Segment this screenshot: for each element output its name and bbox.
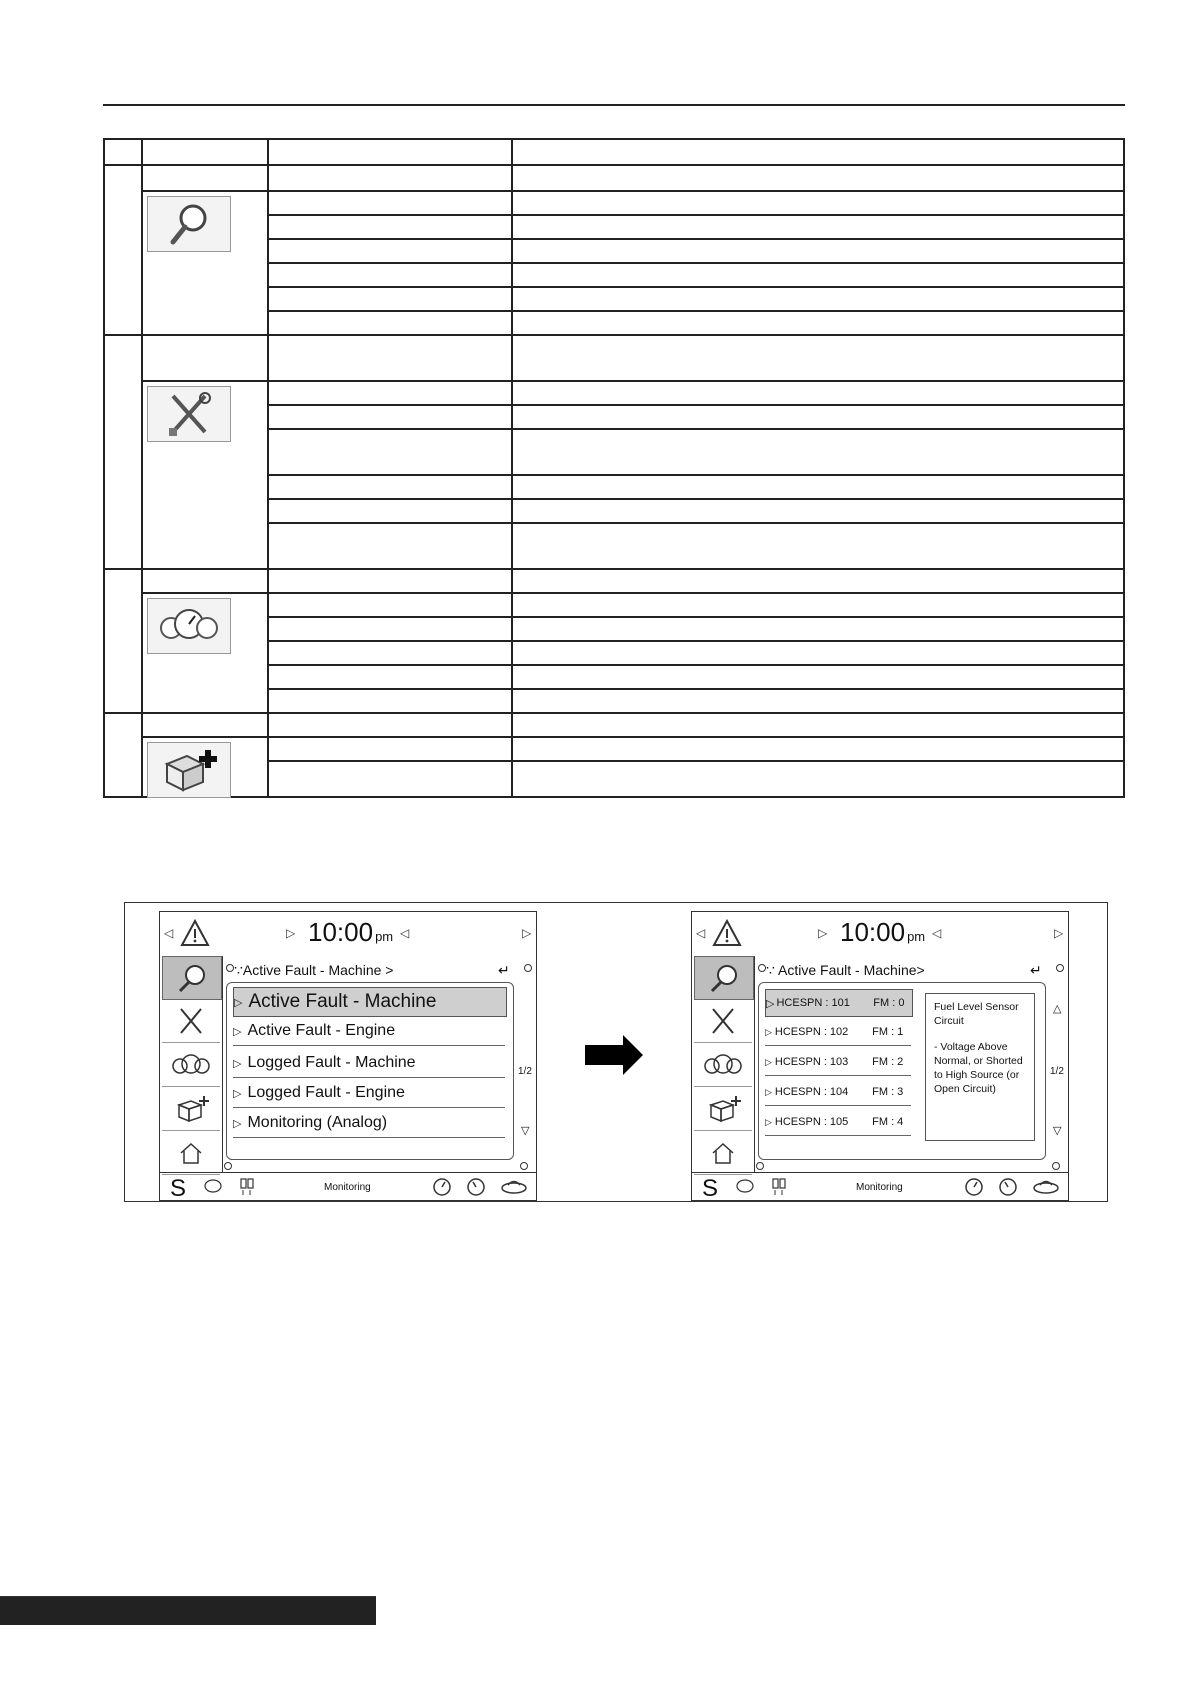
corner-dot <box>1056 964 1064 972</box>
table-header-row <box>104 139 1124 165</box>
side-menu <box>692 956 755 1172</box>
gauges-icon <box>171 1049 211 1081</box>
fault-row[interactable]: ▷ HCESPN : 103 FM : 2 <box>765 1049 911 1076</box>
status-label: Monitoring <box>856 1182 903 1193</box>
power-mode-icon <box>466 1177 486 1197</box>
power-mode-icon <box>998 1177 1018 1197</box>
menu-table <box>103 138 1125 798</box>
home-icon <box>703 1137 743 1169</box>
side-menu <box>160 956 223 1172</box>
list-item[interactable]: ▷ Monitoring (Analog) <box>233 1109 505 1138</box>
menu-panel <box>226 982 514 1160</box>
box-add-icon <box>147 742 231 798</box>
side-tile-management[interactable] <box>162 1088 220 1131</box>
side-tile-management[interactable] <box>694 1088 752 1131</box>
travel-mode-icon <box>500 1177 528 1197</box>
magnifier-icon <box>704 962 744 994</box>
fault-detail-box <box>925 993 1035 1141</box>
status-label: Monitoring <box>324 1182 371 1193</box>
engine-speed-icon <box>964 1177 984 1197</box>
status-bar <box>160 1172 536 1201</box>
side-tile-monitoring[interactable] <box>162 1044 220 1087</box>
time-left-arrow-icon[interactable]: ▷ <box>818 926 828 940</box>
enter-icon[interactable]: ↵ <box>1030 962 1042 978</box>
fault-row[interactable]: ▷ HCESPN : 105 FM : 4 <box>765 1109 911 1136</box>
work-mode-indicator: S <box>170 1175 187 1202</box>
nav-right-arrow-icon[interactable]: ▷ <box>1054 926 1064 940</box>
nav-right-arrow-icon[interactable]: ▷ <box>522 926 532 940</box>
transition-arrow-icon <box>585 1035 645 1075</box>
status-bar <box>692 1172 1068 1201</box>
corner-dot <box>1052 1162 1060 1170</box>
box-add-icon <box>171 1093 211 1125</box>
magnifier-icon <box>147 196 231 252</box>
hydraulic-icon <box>770 1177 788 1197</box>
wrench-screwdriver-icon <box>703 1005 743 1037</box>
travel-mode-icon <box>1032 1177 1060 1197</box>
warning-icon <box>712 918 742 948</box>
engine-speed-icon <box>432 1177 452 1197</box>
corner-dot <box>224 1162 232 1170</box>
page-indicator: 1/2 <box>1050 1066 1064 1077</box>
fault-row[interactable]: ▷ HCESPN : 104 FM : 3 <box>765 1079 911 1106</box>
warning-icon <box>180 918 210 948</box>
screen-figure <box>124 902 1108 1202</box>
fault-row[interactable]: ▷ HCESPN : 101 FM : 0 <box>765 989 913 1017</box>
scroll-down-icon[interactable]: ▽ <box>521 1125 530 1137</box>
breadcrumb: ∵Active Fault - Machine > <box>234 962 394 978</box>
side-tile-monitoring[interactable] <box>694 1044 752 1087</box>
list-item[interactable]: ▷ Logged Fault - Machine <box>233 1049 505 1078</box>
corner-dot <box>756 1162 764 1170</box>
wrench-screwdriver-icon <box>147 386 231 442</box>
side-tile-settings[interactable] <box>162 1000 220 1043</box>
fault-row[interactable]: ▷ HCESPN : 102 FM : 1 <box>765 1019 911 1046</box>
corner-dot <box>520 1162 528 1170</box>
breadcrumb: ∵ Active Fault - Machine> <box>766 962 925 978</box>
nav-left-arrow-icon[interactable]: ◁ <box>696 926 706 940</box>
top-bar <box>160 912 536 956</box>
list-item[interactable]: ▷ Active Fault - Machine <box>233 987 507 1017</box>
time-right-arrow-icon[interactable]: ◁ <box>400 926 410 940</box>
nav-left-arrow-icon[interactable]: ◁ <box>164 926 174 940</box>
time-right-arrow-icon[interactable]: ◁ <box>932 926 942 940</box>
cluster-screen-menu <box>159 911 537 1201</box>
enter-icon[interactable]: ↵ <box>498 962 510 978</box>
footer-rule <box>0 1596 376 1625</box>
home-icon <box>171 1137 211 1169</box>
box-add-icon <box>703 1093 743 1125</box>
fault-panel <box>758 982 1046 1160</box>
page-indicator: 1/2 <box>518 1066 532 1077</box>
header-rule <box>103 104 1125 106</box>
fault-detail-body: - Voltage Above Normal, or Shorted to High Source (or Open Circuit) <box>934 1041 1023 1095</box>
work-mode-indicator: S <box>702 1175 719 1202</box>
clock: 10:00 pm <box>308 917 394 947</box>
scroll-up-icon[interactable]: △ <box>1053 1003 1062 1015</box>
scroll-down-icon[interactable]: ▽ <box>1053 1125 1062 1137</box>
cluster-screen-fault-list <box>691 911 1069 1201</box>
fault-detail-title: Fuel Level Sensor Circuit <box>934 1001 1019 1027</box>
time-left-arrow-icon[interactable]: ▷ <box>286 926 296 940</box>
top-bar <box>692 912 1068 956</box>
corner-dot <box>226 964 234 972</box>
side-tile-search[interactable] <box>694 956 754 1000</box>
list-item[interactable]: ▷ Logged Fault - Engine <box>233 1079 505 1108</box>
corner-dot <box>758 964 766 972</box>
side-tile-search[interactable] <box>162 956 222 1000</box>
cruise-icon <box>736 1177 754 1195</box>
clock: 10:00 pm <box>840 917 926 947</box>
gauges-icon <box>703 1049 743 1081</box>
hydraulic-icon <box>238 1177 256 1197</box>
side-tile-settings[interactable] <box>694 1000 752 1043</box>
magnifier-icon <box>172 962 212 994</box>
list-item[interactable]: ▷ Active Fault - Engine <box>233 1017 505 1046</box>
side-tile-home[interactable] <box>694 1132 752 1175</box>
side-tile-home[interactable] <box>162 1132 220 1175</box>
wrench-screwdriver-icon <box>171 1005 211 1037</box>
gauges-icon <box>147 598 231 654</box>
corner-dot <box>524 964 532 972</box>
cruise-icon <box>204 1177 222 1195</box>
